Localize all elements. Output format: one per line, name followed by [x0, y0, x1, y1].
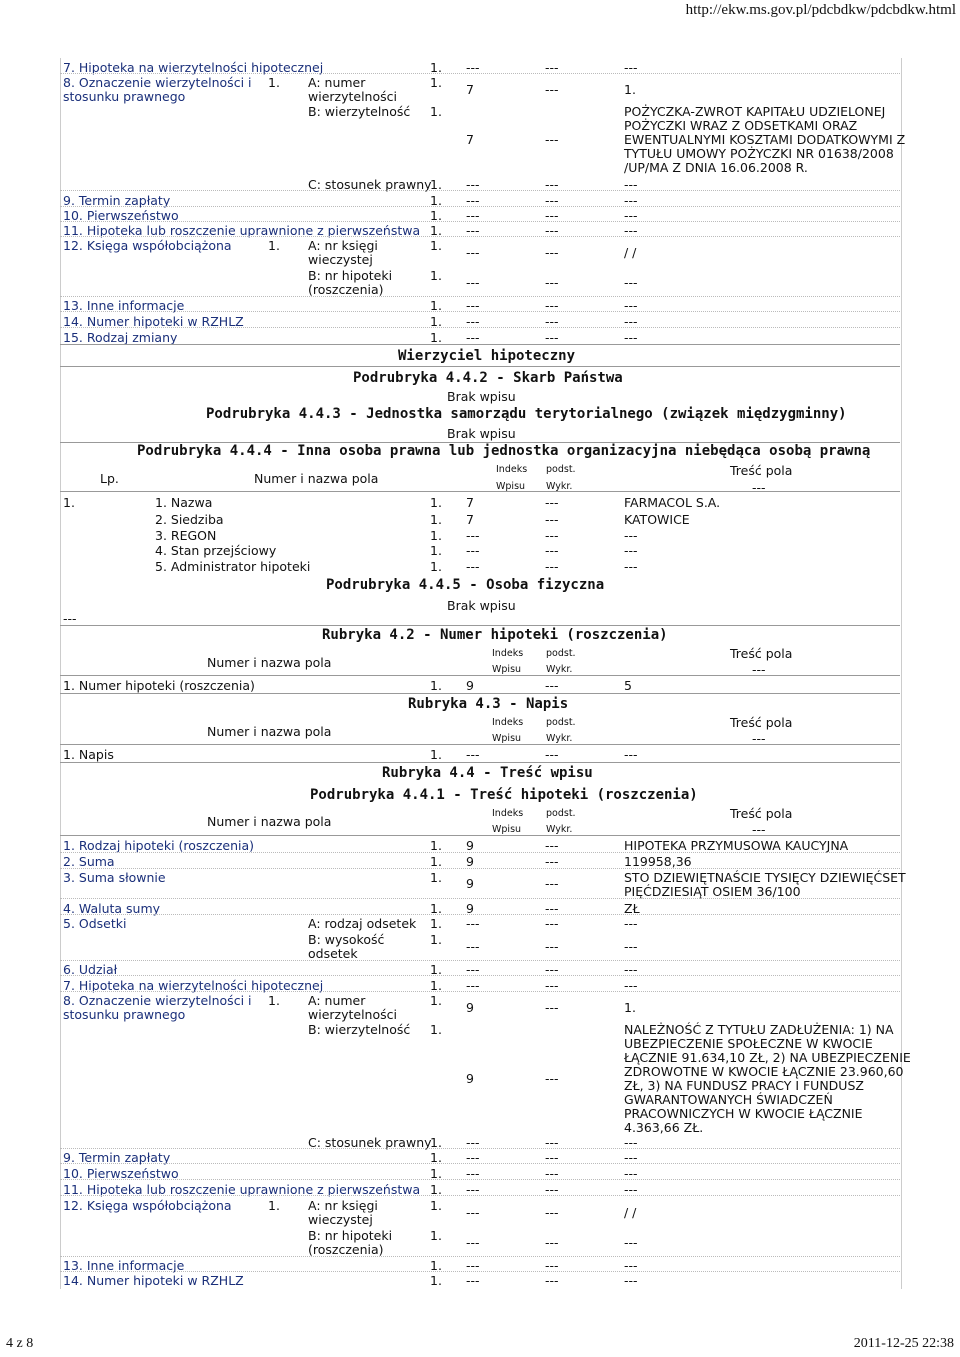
val: --- — [624, 1258, 638, 1273]
naleznosc-7: PRACOWNICZYCH W KWOCIE ŁĄCZNIE — [624, 1106, 863, 1121]
wykr-header: Wykr. — [546, 824, 573, 835]
indeks-header: Indeks — [492, 717, 524, 728]
val: --- — [466, 208, 480, 223]
heading-p441: Podrubryka 4.4.1 - Treść hipoteki (roszczenia) — [310, 787, 698, 803]
row-15: 15. Rodzaj zmiany — [63, 330, 178, 345]
val: 1. — [430, 1135, 442, 1150]
podst-header: podst. — [546, 717, 576, 728]
val: --- — [466, 60, 480, 75]
tresc-header: Treść pola — [730, 646, 793, 661]
val: --- — [545, 916, 559, 931]
a-ksiegi: A: nr księgi — [308, 1198, 378, 1213]
val: --- — [624, 559, 638, 574]
val: --- — [466, 1182, 480, 1197]
val: 9 — [466, 1071, 474, 1086]
c-stos: C: stosunek prawny — [308, 177, 432, 192]
tresc-header: Treść pola — [730, 715, 793, 730]
heading-p445: Podrubryka 4.4.5 - Osoba fizyczna — [326, 577, 605, 593]
val: 1. — [268, 75, 280, 90]
val: 1. — [430, 978, 442, 993]
val: 1. — [430, 238, 442, 253]
val: --- — [545, 275, 559, 290]
val: --- — [466, 939, 480, 954]
val: --- — [466, 245, 480, 260]
val: 1. — [430, 223, 442, 238]
row-udzial: 6. Udział — [63, 962, 118, 977]
row-10: 10. Pierwszeństwo — [63, 208, 179, 223]
b-wierz: B: wierzytelność — [308, 104, 411, 119]
naleznosc-3: ŁĄCZNIE 91.634,10 ZŁ, 2) NA UBEZPIECZENIE — [624, 1050, 911, 1065]
val: 9 — [466, 854, 474, 869]
val: --- — [624, 275, 638, 290]
val: --- — [624, 978, 638, 993]
val: --- — [545, 223, 559, 238]
print-datetime: 2011-12-25 22:38 — [853, 1336, 954, 1351]
row-siedziba: 2. Siedziba — [155, 512, 224, 527]
row-8-label: 8. Oznaczenie wierzytelności i — [63, 75, 252, 90]
a-rodzaj: A: rodzaj odsetek — [308, 916, 417, 931]
val-farmacol: FARMACOL S.A. — [624, 495, 721, 510]
val: 1. — [430, 60, 442, 75]
val: --- — [752, 662, 766, 677]
wpisu-header: Wpisu — [492, 664, 522, 675]
val: --- — [545, 314, 559, 329]
val: --- — [624, 298, 638, 313]
val: 1. — [430, 528, 442, 543]
wykr-header: Wykr. — [546, 733, 573, 744]
c-stos: C: stosunek prawny — [308, 1135, 432, 1150]
val: --- — [545, 330, 559, 345]
val: --- — [466, 314, 480, 329]
brak-445: Brak wpisu — [447, 598, 516, 613]
val: 1. — [430, 268, 442, 283]
val: 1. — [624, 1000, 636, 1015]
val: 1. — [430, 1198, 442, 1213]
val: --- — [545, 901, 559, 916]
val: --- — [545, 1273, 559, 1288]
a-numer: A: numer — [308, 993, 366, 1008]
val-rodzaj: HIPOTEKA PRZYMUSOWA KAUCYJNA — [624, 838, 849, 853]
val: --- — [624, 962, 638, 977]
val: --- — [624, 330, 638, 345]
val: --- — [545, 854, 559, 869]
val: 1. — [430, 193, 442, 208]
row-13-b: 13. Inne informacje — [63, 1258, 185, 1273]
numer-nazwa-header: Numer i nazwa pola — [207, 724, 332, 739]
val: --- — [545, 1205, 559, 1220]
val: --- — [545, 1071, 559, 1086]
val: --- — [63, 611, 77, 626]
val: --- — [545, 177, 559, 192]
naleznosc-5: ZŁ, 3) NA FUNDUSZ PRACY I FUNDUSZ — [624, 1078, 864, 1093]
row-10-b: 10. Pierwszeństwo — [63, 1166, 179, 1181]
row-regon: 3. REGON — [155, 528, 217, 543]
val: 1. — [430, 208, 442, 223]
val: --- — [545, 495, 559, 510]
naleznosc-8: 4.363,66 ZŁ. — [624, 1120, 704, 1135]
val: 1. — [430, 1166, 442, 1181]
row-14-b: 14. Numer hipoteki w RZHLZ — [63, 1273, 244, 1288]
val: 7 — [466, 512, 474, 527]
row-odsetki: 5. Odsetki — [63, 916, 127, 931]
wykr-header: Wykr. — [546, 664, 573, 675]
val: --- — [466, 747, 480, 762]
val: --- — [545, 876, 559, 891]
numer-nazwa-header: Numer i nazwa pola — [207, 655, 332, 670]
val: / / — [624, 245, 637, 260]
val: --- — [624, 223, 638, 238]
val: 1. — [430, 901, 442, 916]
heading-r42: Rubryka 4.2 - Numer hipoteki (roszczenia) — [322, 627, 668, 643]
val: --- — [624, 747, 638, 762]
val: --- — [466, 1235, 480, 1250]
wykr-header: Wykr. — [546, 481, 573, 492]
val: --- — [624, 916, 638, 931]
val: --- — [466, 298, 480, 313]
val-katowice: KATOWICE — [624, 512, 690, 527]
indeks-header: Indeks — [492, 648, 524, 659]
val: --- — [624, 1182, 638, 1197]
val: 9 — [466, 678, 474, 693]
b-wierz: B: wierzytelność — [308, 1022, 411, 1037]
brak-442: Brak wpisu — [447, 389, 516, 404]
val: --- — [545, 1258, 559, 1273]
val: --- — [545, 1000, 559, 1015]
val: 9 — [466, 1000, 474, 1015]
lp-header: Lp. — [100, 471, 119, 486]
val: 1. — [430, 993, 442, 1008]
row-stan: 4. Stan przejściowy — [155, 543, 277, 558]
val: 1. — [624, 82, 636, 97]
val: --- — [624, 60, 638, 75]
b-wys-2: odsetek — [308, 946, 358, 961]
val: --- — [466, 978, 480, 993]
val: --- — [466, 223, 480, 238]
val: --- — [624, 193, 638, 208]
val: 7 — [466, 132, 474, 147]
numer-nazwa-header: Numer i nazwa pola — [207, 814, 332, 829]
a-numer-2: wierzytelności — [308, 89, 397, 104]
val: 1. — [430, 916, 442, 931]
val: 1. — [268, 993, 280, 1008]
val: --- — [545, 512, 559, 527]
val: --- — [624, 1273, 638, 1288]
val: --- — [624, 1135, 638, 1150]
napis-label: 1. Napis — [63, 747, 114, 762]
naleznosc-6: GWARANTOWANYCH ŚWIADCZEŃ — [624, 1092, 833, 1107]
val: --- — [466, 1273, 480, 1288]
val: --- — [752, 822, 766, 837]
val: 1. — [268, 1198, 280, 1213]
naleznosc-4: ZDROWOTNE W KWOCIE ŁĄCZNIE 23.960,60 — [624, 1064, 904, 1079]
row-12: 12. Księga współobciążona — [63, 238, 232, 253]
val: 1. — [430, 314, 442, 329]
val: --- — [466, 962, 480, 977]
val: --- — [545, 978, 559, 993]
b-hip-2: (roszczenia) — [308, 1242, 384, 1257]
row-11: 11. Hipoteka lub roszczenie uprawnione z pierwszeństwa — [63, 223, 421, 238]
pozyczka-5: /UP/MA Z DNIA 16.06.2008 R. — [624, 160, 808, 175]
val: --- — [752, 731, 766, 746]
val: --- — [466, 275, 480, 290]
val: --- — [466, 528, 480, 543]
val: --- — [545, 60, 559, 75]
row-12-b: 12. Księga współobciążona — [63, 1198, 232, 1213]
val: 1. — [430, 1273, 442, 1288]
row-admin: 5. Administrator hipoteki — [155, 559, 311, 574]
val: 1. — [430, 104, 442, 119]
val: --- — [545, 1135, 559, 1150]
b-hip-2: (roszczenia) — [308, 282, 384, 297]
val-suma: 119958,36 — [624, 854, 692, 869]
b-wys: B: wysokość — [308, 932, 385, 947]
wpisu-header: Wpisu — [496, 481, 526, 492]
tresc-header: Treść pola — [730, 806, 793, 821]
val: 7 — [466, 495, 474, 510]
val: 9 — [466, 901, 474, 916]
val: 1. — [430, 543, 442, 558]
val: 1. — [430, 870, 442, 885]
val: 7 — [466, 82, 474, 97]
val: 5 — [624, 678, 632, 693]
wpisu-header: Wpisu — [492, 824, 522, 835]
val: --- — [545, 838, 559, 853]
val: --- — [545, 193, 559, 208]
wpisu-header: Wpisu — [492, 733, 522, 744]
row-waluta: 4. Waluta sumy — [63, 901, 161, 916]
val: --- — [466, 559, 480, 574]
val-waluta: ZŁ — [624, 901, 640, 916]
val: 1. — [430, 1150, 442, 1165]
val: --- — [624, 1235, 638, 1250]
val: --- — [624, 528, 638, 543]
val: --- — [624, 177, 638, 192]
pozyczka-1: POŻYCZKA-ZWROT KAPITAŁU UDZIELONEJ — [624, 104, 886, 119]
val: --- — [545, 559, 559, 574]
heading-wierzyciel: Wierzyciel hipoteczny — [398, 348, 576, 364]
val: 1. — [430, 962, 442, 977]
val: --- — [545, 1182, 559, 1197]
naleznosc-2: UBEZPIECZENIE SPOŁECZNE W KWOCIE — [624, 1036, 873, 1051]
val: --- — [466, 177, 480, 192]
val: --- — [624, 314, 638, 329]
heading-p443: Podrubryka 4.4.3 - Jednostka samorządu terytorialnego (związek międzygminny) — [206, 406, 847, 422]
val: --- — [545, 678, 559, 693]
val: --- — [545, 208, 559, 223]
row-13: 13. Inne informacje — [63, 298, 185, 313]
val: --- — [624, 939, 638, 954]
row-nazwa: 1. Nazwa — [155, 495, 213, 510]
row-suma: 2. Suma — [63, 854, 115, 869]
val: 9 — [466, 876, 474, 891]
a-ksiegi-2: wieczystej — [308, 1212, 373, 1227]
indeks-header: Indeks — [496, 464, 528, 475]
val: --- — [624, 1150, 638, 1165]
row-8-label-2: stosunku prawnego — [63, 89, 186, 104]
val: 1. — [430, 747, 442, 762]
val: 1. — [63, 495, 75, 510]
val: --- — [752, 480, 766, 495]
val: --- — [545, 132, 559, 147]
val: 1. — [430, 298, 442, 313]
row-suma-slownie: 3. Suma słownie — [63, 870, 166, 885]
val: --- — [545, 962, 559, 977]
val: 1. — [430, 678, 442, 693]
brak-443: Brak wpisu — [447, 426, 516, 441]
val: --- — [466, 543, 480, 558]
a-ksiegi-2: wieczystej — [308, 252, 373, 267]
val: 1. — [430, 932, 442, 947]
val-slownie-2: PIĘĆDZIESIĄT OSIEM 36/100 — [624, 884, 801, 899]
val: 1. — [430, 75, 442, 90]
val-slownie-1: STO DZIEWIĘTNAŚCIE TYSIĘCY DZIEWIĘĆSET — [624, 870, 906, 885]
val: 9 — [466, 838, 474, 853]
val: --- — [545, 1166, 559, 1181]
b-hip: B: nr hipoteki — [308, 268, 393, 283]
val: --- — [545, 543, 559, 558]
heading-p444: Podrubryka 4.4.4 - Inna osoba prawna lub jednostka organizacyjna niebędąca osobą prawną — [137, 443, 871, 459]
val: --- — [545, 747, 559, 762]
row-11-b: 11. Hipoteka lub roszczenie uprawnione z pierwszeństwa — [63, 1182, 421, 1197]
a-numer-2: wierzytelności — [308, 1007, 397, 1022]
pozyczka-3: EWENTUALNYMI KOSZTAMI DODATKOWYMI Z — [624, 132, 906, 147]
indeks-header: Indeks — [492, 808, 524, 819]
val: --- — [624, 543, 638, 558]
pozyczka-2: POŻYCZKI WRAZ Z ODSETKAMI ORAZ — [624, 118, 858, 133]
val: --- — [545, 82, 559, 97]
row-rodzaj: 1. Rodzaj hipoteki (roszczenia) — [63, 838, 255, 853]
page-url: http://ekw.ms.gov.pl/pdcbdkw/pdcbdkw.html — [685, 2, 956, 18]
numer-nazwa-header: Numer i nazwa pola — [254, 471, 379, 486]
val: 1. — [430, 1182, 442, 1197]
numer-hip-label: 1. Numer hipoteki (roszczenia) — [63, 678, 255, 693]
val: --- — [545, 939, 559, 954]
val: --- — [624, 1166, 638, 1181]
a-ksiegi: A: nr księgi — [308, 238, 378, 253]
val: --- — [466, 1135, 480, 1150]
val: --- — [466, 330, 480, 345]
val: 1. — [430, 854, 442, 869]
val: 1. — [268, 238, 280, 253]
row-14: 14. Numer hipoteki w RZHLZ — [63, 314, 244, 329]
val: --- — [545, 1150, 559, 1165]
val: --- — [545, 1235, 559, 1250]
val: / / — [624, 1205, 637, 1220]
val: 1. — [430, 838, 442, 853]
row-9: 9. Termin zapłaty — [63, 193, 171, 208]
val: --- — [466, 1166, 480, 1181]
val: 1. — [430, 177, 442, 192]
podst-header: podst. — [546, 464, 576, 475]
val: --- — [466, 916, 480, 931]
row-9-b: 9. Termin zapłaty — [63, 1150, 171, 1165]
naleznosc-1: NALEŻNOŚĆ Z TYTUŁU ZADŁUŻENIA: 1) NA — [624, 1022, 894, 1037]
row-8-b: 8. Oznaczenie wierzytelności i — [63, 993, 252, 1008]
val: --- — [624, 208, 638, 223]
row-7-b: 7. Hipoteka na wierzytelności hipotecznej — [63, 978, 324, 993]
pozyczka-4: TYTUŁU UMOWY POŻYCZKI NR 01638/2008 — [624, 146, 894, 161]
val: 1. — [430, 495, 442, 510]
val: 1. — [430, 559, 442, 574]
val: --- — [545, 298, 559, 313]
val: 1. — [430, 1228, 442, 1243]
val: 1. — [430, 330, 442, 345]
tresc-header: Treść pola — [730, 463, 793, 478]
val: --- — [466, 1258, 480, 1273]
heading-r43: Rubryka 4.3 - Napis — [408, 696, 569, 712]
val: 1. — [430, 512, 442, 527]
val: --- — [466, 1205, 480, 1220]
podst-header: podst. — [546, 808, 576, 819]
val: 1. — [430, 1258, 442, 1273]
podst-header: podst. — [546, 648, 576, 659]
val: --- — [545, 528, 559, 543]
val: --- — [545, 245, 559, 260]
heading-r44: Rubryka 4.4 - Treść wpisu — [382, 765, 593, 781]
val: 1. — [430, 1022, 442, 1037]
a-numer: A: numer — [308, 75, 366, 90]
row-8-b-2: stosunku prawnego — [63, 1007, 186, 1022]
page-number: 4 z 8 — [6, 1336, 34, 1351]
b-hip: B: nr hipoteki — [308, 1228, 393, 1243]
val: --- — [466, 193, 480, 208]
val: --- — [466, 1150, 480, 1165]
row-7-label: 7. Hipoteka na wierzytelności hipotecznej — [63, 60, 324, 75]
heading-p442: Podrubryka 4.4.2 - Skarb Państwa — [353, 370, 623, 386]
